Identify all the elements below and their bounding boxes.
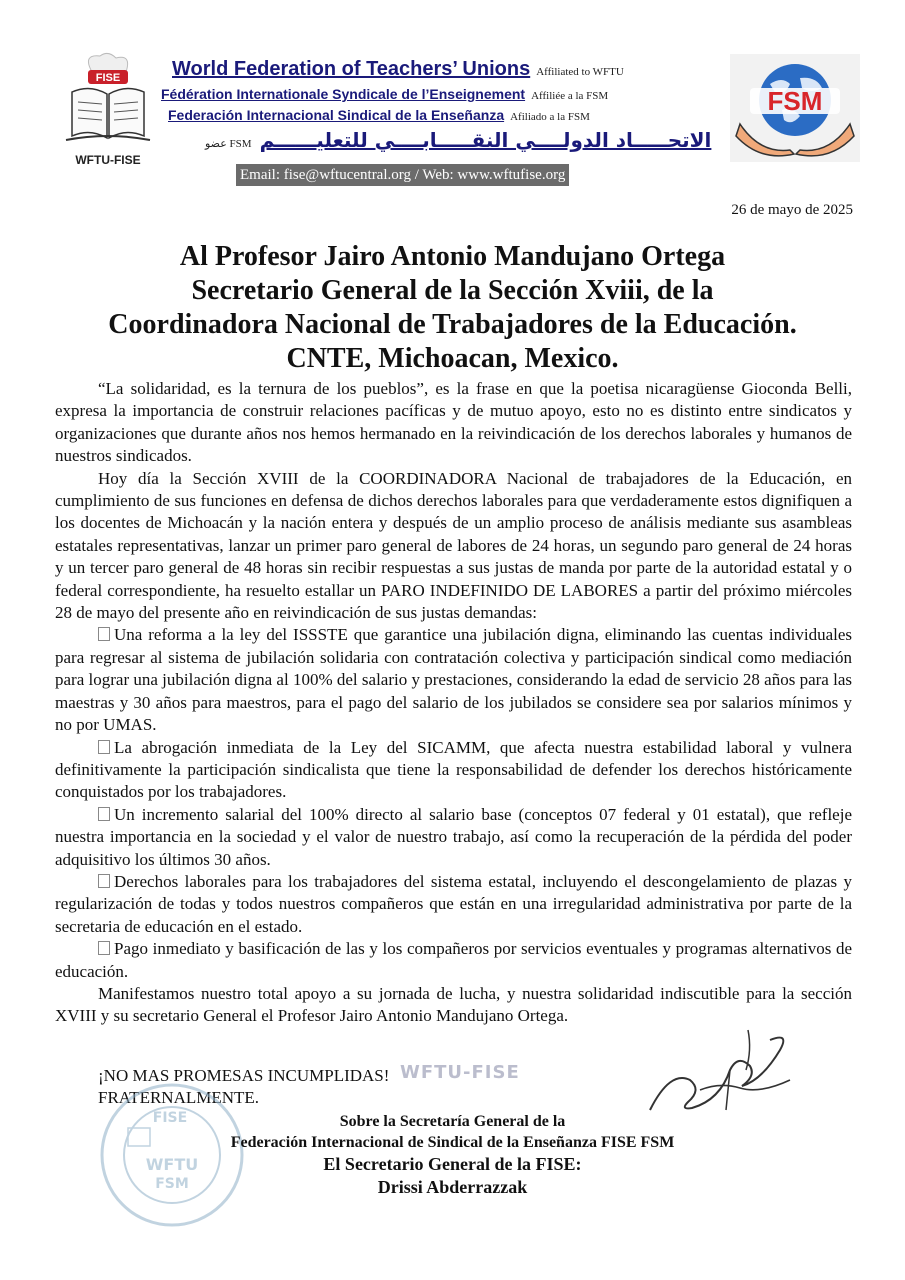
letter-title xyxy=(40,240,865,376)
signature-line: Federación Internacional de Sindical de la Enseñanza FISE FSM xyxy=(230,1134,675,1151)
org-name: الاتحـــــاد الدولــــي النقـــــابــــي للتعليــــــم xyxy=(259,128,712,152)
bullet-box-icon xyxy=(98,941,110,955)
wftu-fise-stamp: WFTU-FISE xyxy=(400,1062,520,1083)
handwritten-signature xyxy=(630,1010,800,1120)
org-affiliation: Affiliated to WFTU xyxy=(536,66,624,78)
bullet-box-icon xyxy=(98,807,110,821)
fise-logo-caption: WFTU-FISE xyxy=(75,153,141,167)
demand-item xyxy=(55,938,852,983)
org-name-english xyxy=(172,58,752,81)
demand-text: Un incremento salarial del 100% directo al salario base (conceptos 07 federal y 01 estatal), que refleje nuestra importancia en la sociedad y el valor de nuestro trabajo, así como la recuperación de la pérdida del poder adquisitivo los últimos 30 años. xyxy=(55,804,852,869)
paragraph: “La solidaridad, es la ternura de los pueblos”, es la frase en que la poetisa nicaragüense Gioconda Belli, expresa la importancia de construir relaciones pacíficas y de mutuo apoyo, esto no es distinto entre sindicatos y organizaciones que durante años nos hemos hermanado en la reivindicación de los derechos laborales y humanos de nuestros sindicados. xyxy=(55,379,852,466)
fise-logo-label: FISE xyxy=(95,72,121,84)
svg-text:WFTU: WFTU xyxy=(145,1155,199,1174)
svg-text:FISE: FISE xyxy=(152,1110,188,1126)
org-name: Fédération Internationale Syndicale de l’Enseignement xyxy=(161,86,526,102)
paragraph: Hoy día la Sección XVIII de la COORDINADORA Nacional de trabajadores de la Educación, en cumplimiento de sus funciones en defensa de dichos derechos laborales para que verdaderamente estos dignifiquen a los docentes de Michoacán y la nación entera y después de un amplio proceso de análisis mediante sus asambleas estatales representativas, lanzar un primer paro general de labores de 24 horas, un segundo paro general de 24 horas y un tercer paro general de 48 horas sin recibir respuestas a sus justas de manda por parte de la autoridad estatal y o federal correspondiente, ha resuelto estallar un PARO INDEFINIDO DE LABORES a partir del próximo miércoles 28 de mayo del presente año en reivindicación de sus justas demandas: xyxy=(55,468,852,623)
bullet-box-icon xyxy=(98,627,110,641)
signatory-name: Drissi Abderrazzak xyxy=(377,1177,528,1197)
org-name-spanish xyxy=(168,107,748,125)
demand-text: Una reforma a la ley del ISSSTE que garantice una jubilación digna, eliminando las cuentas individuales para regresar al sistema de jubilación solidaria con contratación colectiva y participación sindical como mediación para lograr una jubilación digna al 100% del salario y prestaciones, considerando la edad de servicio 28 años para las maestras y 30 años para maestros, para el pago del salario de los jubilados se considere sea por salarios mínimos y no por UMAS. xyxy=(55,625,852,735)
org-affiliation: عضو FSM xyxy=(205,138,252,150)
demand-text: La abrogación inmediata de la Ley del SICAMM, que afecta nuestra estabilidad laboral y vulnera definitivamente la participación sindicalista que tiene la responsabilidad de defender los derechos históricamente conquistados por los trabajadores. xyxy=(55,737,852,802)
title-line: Secretario General de la Sección Xviii, de la xyxy=(191,275,714,306)
org-name: Federación Internacional Sindical de la Enseñanza xyxy=(168,107,505,123)
title-line: Al Profesor Jairo Antonio Mandujano Ortega xyxy=(179,241,726,272)
fsm-globe-logo xyxy=(730,54,860,162)
fise-book-logo xyxy=(62,52,154,170)
org-name: World Federation of Teachers’ Unions xyxy=(172,58,531,80)
title-line: CNTE, Michoacan, Mexico. xyxy=(286,343,619,374)
closing-slogan: ¡NO MAS PROMESAS INCUMPLIDAS! xyxy=(98,1066,390,1085)
demand-item xyxy=(55,871,852,938)
demand-item xyxy=(55,804,852,871)
paragraph: Manifestamos nuestro total apoyo a su jornada de lucha, y nuestra solidaridad indiscutible para la sección XVIII y su secretario General el Profesor Jairo Antonio Mandujano Ortega. xyxy=(55,983,852,1026)
signature-line: El Secretario General de la FISE: xyxy=(323,1154,582,1174)
demand-text: Pago inmediato y basificación de las y los compañeros por servicios eventuales y programas alternativos de educación. xyxy=(55,939,852,981)
org-name-arabic xyxy=(205,128,785,152)
letter-body xyxy=(55,378,852,1028)
bullet-box-icon xyxy=(98,874,110,888)
org-affiliation: Affiliée a la FSM xyxy=(531,90,609,102)
letter-date: 26 de mayo de 2025 xyxy=(731,202,853,218)
demand-item xyxy=(55,737,852,804)
svg-text:FSM: FSM xyxy=(155,1176,189,1192)
signature-block xyxy=(120,1111,785,1199)
signature-line: Sobre la Secretaría General de la xyxy=(339,1113,566,1130)
fsm-logo-label: FSM xyxy=(767,86,823,116)
bullet-box-icon xyxy=(98,740,110,754)
closing-salutation: FRATERNALMENTE. xyxy=(98,1088,260,1107)
org-name-french xyxy=(161,86,741,104)
demand-item xyxy=(55,624,852,736)
demand-text: Derechos laborales para los trabajadores del sistema estatal, incluyendo el descongelamiento de plazas y regularización de todas y todos nuestros compañeros que están en una irregularidad administrativa por parte de la secretaria de educación en el estado. xyxy=(55,871,852,936)
title-line: Coordinadora Nacional de Trabajadores de la Educación. xyxy=(108,309,797,340)
contact-bar: Email: fise@wftucentral.org / Web: www.wftufise.org xyxy=(236,164,569,186)
org-affiliation: Afiliado a la FSM xyxy=(510,111,590,123)
